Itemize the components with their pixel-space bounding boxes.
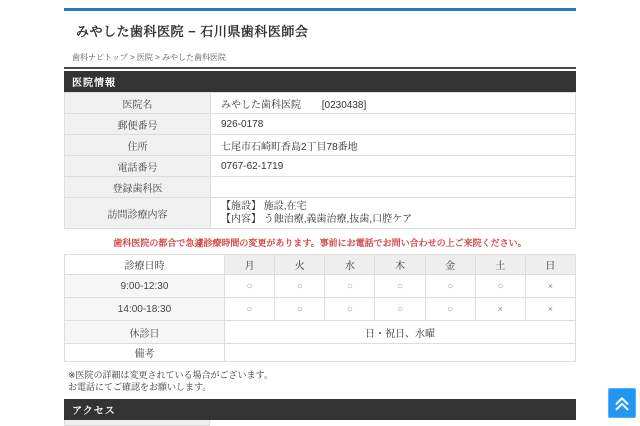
closed-days-label: 休診日 — [65, 321, 225, 344]
visit-care-facility-line: 【施設】 施設,在宅 — [221, 201, 307, 212]
table-row — [65, 177, 576, 198]
mark-cell — [525, 275, 575, 298]
schedule-header-wed: 水 — [325, 255, 375, 275]
mark-cell — [325, 275, 375, 298]
open-mark: ○ — [296, 280, 303, 292]
open-mark: ○ — [246, 303, 253, 315]
schedule-header-time: 診療日時 — [65, 255, 225, 275]
table-row — [65, 114, 576, 135]
schedule-row-morning — [65, 275, 576, 298]
open-mark: ○ — [396, 280, 404, 292]
note-line: お電話にてご確認をお願いします。 — [68, 382, 212, 392]
info-value-address: 七尾市石崎町香島2丁目78番地 — [211, 135, 576, 156]
schedule-header-fri: 金 — [425, 255, 475, 275]
info-value-clinic-name — [211, 93, 576, 114]
closed-mark: × — [547, 303, 554, 314]
remarks-value — [225, 344, 576, 362]
table-row — [65, 198, 576, 229]
visit-care-content-line: 【内容】 う蝕治療,義歯治療,抜歯,口腔ケア — [221, 214, 413, 225]
info-label-visit-care: 訪問診療内容 — [65, 198, 211, 229]
mark-cell — [425, 298, 475, 321]
info-value-postal-code: 926-0178 — [211, 114, 576, 135]
info-label-postal-code: 郵便番号 — [65, 114, 211, 135]
mark-cell — [425, 275, 475, 298]
note-line: ※医院の詳細は変更されている場合がございます。 — [68, 370, 273, 380]
info-value-phone: 0767-62-1719 — [211, 156, 576, 177]
info-label-registered-dentist: 登録歯科医 — [65, 177, 211, 198]
mark-cell — [275, 275, 325, 298]
info-label-clinic-name: 医院名 — [65, 93, 211, 114]
next-table-partial-row — [64, 420, 210, 426]
schedule-header-mon: 月 — [225, 255, 275, 275]
closed-days-value: 日・祝日、水曜 — [225, 321, 576, 344]
info-label-phone: 電話番号 — [65, 156, 211, 177]
schedule-header-thu: 木 — [375, 255, 425, 275]
closed-mark: × — [497, 303, 503, 314]
mark-cell — [225, 275, 275, 298]
open-mark: ○ — [346, 280, 353, 292]
schedule-header-row — [65, 255, 576, 275]
schedule-time-morning: 9:00-12:30 — [65, 275, 225, 298]
mark-cell — [375, 275, 425, 298]
schedule-header-sun: 日 — [525, 255, 575, 275]
info-label-address: 住所 — [65, 135, 211, 156]
mark-cell — [225, 298, 275, 321]
section-header-access: アクセス — [64, 399, 576, 420]
clinic-detail-page — [64, 0, 576, 426]
schedule-header-sat: 土 — [475, 255, 525, 275]
schedule-time-afternoon: 14:00-18:30 — [65, 298, 225, 321]
open-mark: ○ — [296, 303, 303, 315]
breadcrumb[interactable]: 歯科ナビトップ > 医院 > みやした歯科医院 — [64, 49, 576, 69]
section-header-clinic-info: 医院情報 — [64, 71, 576, 92]
closed-mark: × — [547, 280, 554, 291]
mark-cell — [525, 298, 575, 321]
clinic-info-table — [64, 92, 576, 229]
table-row — [65, 156, 576, 177]
schedule-change-notice: 歯科医院の都合で急遽診療時間の変更があります。事前にお電話でお問い合わせの上ご来院ください。 — [113, 238, 527, 248]
schedule-row-remarks — [65, 344, 576, 362]
schedule-row-closed-days — [65, 321, 576, 344]
mark-cell — [275, 298, 325, 321]
remarks-label: 備考 — [65, 344, 225, 362]
schedule-header-tue: 火 — [275, 255, 325, 275]
footer-notes — [64, 362, 576, 393]
schedule-row-afternoon — [65, 298, 576, 321]
open-mark: ○ — [497, 280, 504, 292]
consultation-schedule-table — [64, 254, 576, 362]
scroll-to-top-button[interactable] — [608, 388, 636, 418]
clinic-code-text: [0230438] — [321, 99, 367, 111]
page-title: みやした歯科医院 − 石川県歯科医師会 — [76, 24, 309, 39]
open-mark: ○ — [246, 280, 253, 292]
table-row — [65, 135, 576, 156]
open-mark: ○ — [396, 303, 404, 315]
mark-cell — [325, 298, 375, 321]
open-mark: ○ — [346, 303, 353, 315]
info-value-visit-care — [211, 198, 576, 229]
clinic-name-text: みやした歯科医院 — [221, 99, 301, 111]
table-row — [65, 93, 576, 114]
open-mark: ○ — [447, 303, 454, 315]
mark-cell — [475, 275, 525, 298]
mark-cell — [375, 298, 425, 321]
chevron-double-up-icon — [611, 392, 633, 414]
open-mark: ○ — [447, 280, 454, 292]
mark-cell — [475, 298, 525, 321]
info-value-registered-dentist — [211, 177, 576, 198]
